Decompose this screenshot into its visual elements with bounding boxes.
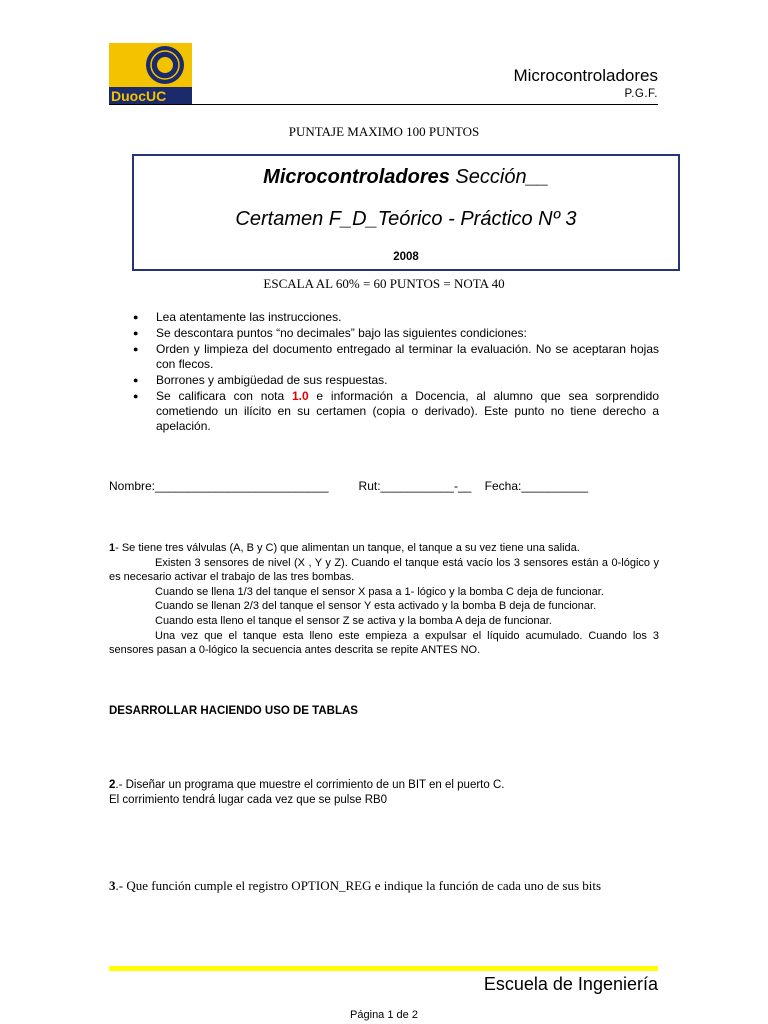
- max-score: PUNTAJE MAXIMO 100 PUNTOS: [288, 124, 480, 139]
- question-1-paragraph: Cuando se llena 1/3 del tanque el sensor X pasa a 1- lógico y la bomba C deja de funcionar.: [155, 585, 604, 598]
- exam-title: [134, 166, 678, 189]
- question-1-paragraph: Cuando esta lleno el tanque el sensor Z se activa y la bomba A deja de funcionar.: [155, 614, 552, 627]
- exam-year: 2008: [393, 251, 419, 263]
- question-2-line-1: .- Diseñar un programa que muestre el corrimiento de un BIT en el puerto C.: [115, 779, 505, 791]
- author-initials: P.G.F.: [624, 88, 658, 100]
- instruction-item: ● Se descontara puntos “no decimales” bajo las siguientes condiciones:: [133, 326, 659, 341]
- grading-scale: ESCALA AL 60% = 60 PUNTOS = NOTA 40: [263, 276, 505, 291]
- question-1-number: 1: [109, 542, 116, 554]
- instruction-item: ● Orden y limpieza del documento entregado al terminar la evaluación. No se aceptaran hojas con flecos.: [133, 342, 659, 372]
- exam-title-box: [132, 154, 680, 271]
- question-1-paragraph: Cuando se llenan 2/3 del tanque el sensor Y esta activado y la bomba B deja de funcionar.: [155, 600, 597, 613]
- question-1-intro: - Se tiene tres válvulas (A, B y C) que alimentan un tanque, el tanque a su vez tiene una salida.: [115, 542, 580, 554]
- footer-divider: [109, 966, 658, 971]
- logo-text: DuocUC: [111, 88, 167, 104]
- question-3-text: .- Que función cumple el registro OPTION_REG e indique la función de cada uno de sus bits: [115, 878, 602, 893]
- header-divider: [109, 104, 658, 105]
- instruction-text-after: e información a Docencia, al alumno que sea sorprendido cometiendo un ilícito en su certamen (copia o derivado). Este punto no tiene derecho a apelación.: [156, 389, 659, 433]
- question-2-line-2: El corrimiento tendrá lugar cada vez que se pulse RB0: [109, 794, 388, 806]
- question-3: [109, 877, 659, 894]
- exam-subtitle: Certamen F_D_Teórico - Práctico Nº 3: [235, 208, 577, 230]
- failing-grade: 1.0: [291, 389, 309, 403]
- question-1: [109, 541, 659, 658]
- school-name: Escuela de Ingeniería: [483, 974, 658, 994]
- instruction-item: [133, 389, 659, 434]
- tables-instruction: DESARROLLAR HACIENDO USO DE TABLAS: [109, 705, 358, 717]
- instructions-list: [133, 310, 659, 435]
- instruction-item: ● Lea atentamente las instrucciones.: [133, 310, 659, 325]
- page-number: Página 1 de 2: [350, 1009, 418, 1021]
- exam-section: Sección__: [455, 166, 549, 188]
- student-fields: Nombre:__________________________ Rut:___________-__ Fecha:__________: [109, 479, 589, 493]
- exam-course-bold: Microcontroladores: [263, 166, 450, 188]
- question-3-number: 3: [109, 878, 116, 893]
- question-1-paragraph: Existen 3 sensores de nivel (X , Y y Z). Cuando el tanque está vacío los 3 sensores están a 0-lógico y es necesario activar el trabajo de las tres bombas.: [109, 556, 659, 584]
- question-2-number: 2: [109, 779, 116, 791]
- course-name: Microcontroladores: [513, 66, 658, 85]
- instruction-text-before: Se calificara con nota: [156, 389, 292, 403]
- question-1-paragraph: Una vez que el tanque esta lleno este empieza a expulsar el líquido acumulado. Cuando los 3 sensores pasan a 0-lógico la secuencia antes descrita se repite ANTES NO.: [109, 629, 659, 657]
- instruction-item: ● Borrones y ambigüedad de sus respuestas.: [133, 373, 659, 388]
- duoc-uc-logo: [109, 43, 192, 104]
- question-2: [109, 778, 659, 808]
